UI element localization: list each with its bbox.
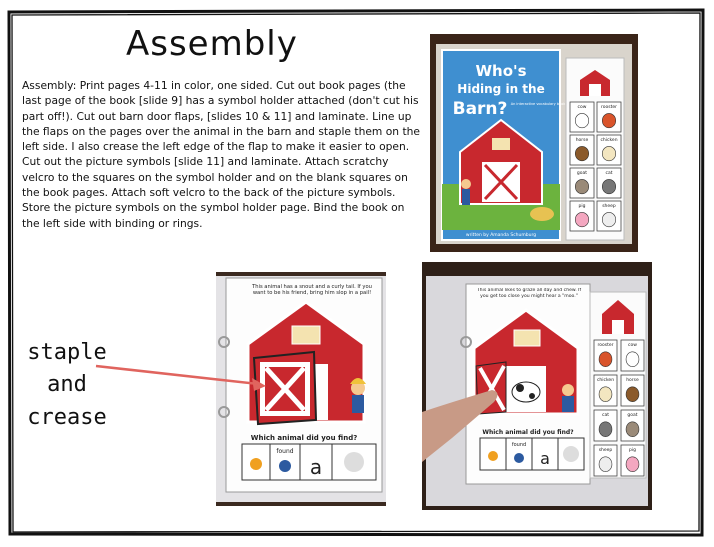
cover-author: written by Amanda Schumburg [465,233,537,238]
annotation-arrow [92,360,272,400]
symbol-card-chicken[interactable] [594,375,617,406]
horse-icon [575,146,588,160]
symbol-card-chicken[interactable] [597,135,621,165]
symbol-card-goat[interactable] [621,410,644,441]
assembly-instructions: Assembly: Print pages 4-11 in color, one sided. Cut out book pages (the last page of the book [slide 9] has a symbol holder attached (don't cut his part off!). Cut out barn door flaps, [slides 10 & 11] and laminate. Line up the flaps on the pages over the animal in the barn and staple them on the left side. I also crease the left edge of the flap to make it easier to open. Cut out the picture symbols [slide 11] and laminate. Attach scratchy velcro to the squares on the symbol holder and on the blank squares on the book pages. Attach soft velcro to the back of the picture symbols. Store the picture symbols on the symbol holder page. Bind the book on the left side with binding or rings. [22,79,420,230]
staple-label: staple [27,340,107,365]
symbol-label: pig [578,204,586,209]
rooster-icon [602,113,615,127]
symbol-card-goat[interactable] [570,168,594,198]
symbol-label: cat [602,413,609,418]
cat-icon [599,422,612,437]
symbol-card-cat[interactable] [594,410,617,441]
symbol-label: pig [629,448,636,453]
pig-icon [626,457,639,472]
open-page-article: a [540,449,550,468]
open-page-found-label: found [511,442,527,448]
symbol-label: chicken [600,138,618,143]
sheep-icon [602,212,615,226]
page-title: Assembly [126,24,298,64]
goat-icon [626,422,639,437]
symbol-label: cow [628,343,637,348]
symbol-card-horse[interactable] [621,375,644,406]
and-label: and [47,372,87,397]
symbol-label: rooster [597,343,614,348]
symbol-card-sheep[interactable] [594,445,617,476]
symbol-card-pig[interactable] [570,201,594,231]
pig-icon [575,212,588,226]
rooster-icon [599,352,612,367]
symbol-card-pig[interactable] [621,445,644,476]
symbol-label: sheep [602,204,616,209]
symbol-label: rooster [601,105,617,110]
horse-icon [626,387,639,402]
goat-icon [575,179,588,193]
cow-icon [626,352,639,367]
sheep-icon [599,457,612,472]
symbol-label: goat [576,171,588,176]
cover-subtitle: An interactive vocabulary book [510,102,566,106]
cover-photo [430,34,638,252]
symbol-label: horse [626,378,639,383]
symbol-card-cat[interactable] [597,168,621,198]
page-question: Which animal did you find? [250,434,358,442]
symbol-label: goat [627,413,638,418]
symbol-label: sheep [598,448,613,453]
symbol-card-horse[interactable] [570,135,594,165]
cat-icon [602,179,615,193]
symbol-label: horse [575,138,589,143]
cover-title-line2: Hiding in the [457,82,545,96]
chicken-icon [599,387,612,402]
page-article: a [309,455,323,479]
symbol-card-sheep[interactable] [597,201,621,231]
symbol-card-rooster[interactable] [594,340,617,371]
symbol-label: cow [577,105,587,110]
symbol-label: cat [605,171,613,176]
open-book-photo [422,262,652,510]
symbol-card-rooster[interactable] [597,102,621,132]
symbol-label: chicken [596,378,615,383]
symbol-card-cow[interactable] [621,340,644,371]
cow-icon [575,113,588,127]
open-page-question: Which animal did you find? [482,429,574,436]
symbol-card-cow[interactable] [570,102,594,132]
cover-title-line1: Who's [475,62,527,80]
cow-icon [512,382,540,402]
page-found-label: found [276,448,294,455]
chicken-icon [602,146,615,160]
farmer-girl-icon [350,378,366,413]
page-clue: This animal has a snout and a curly tail. If you want to be his friend, bring him slop in a pail! [252,284,372,297]
crease-label: crease [27,405,107,430]
cover-title-line3: Barn? [452,99,508,119]
open-page-clue: This animal likes to graze all day and chew. If you get too close you might hear a "moo." [476,288,582,299]
